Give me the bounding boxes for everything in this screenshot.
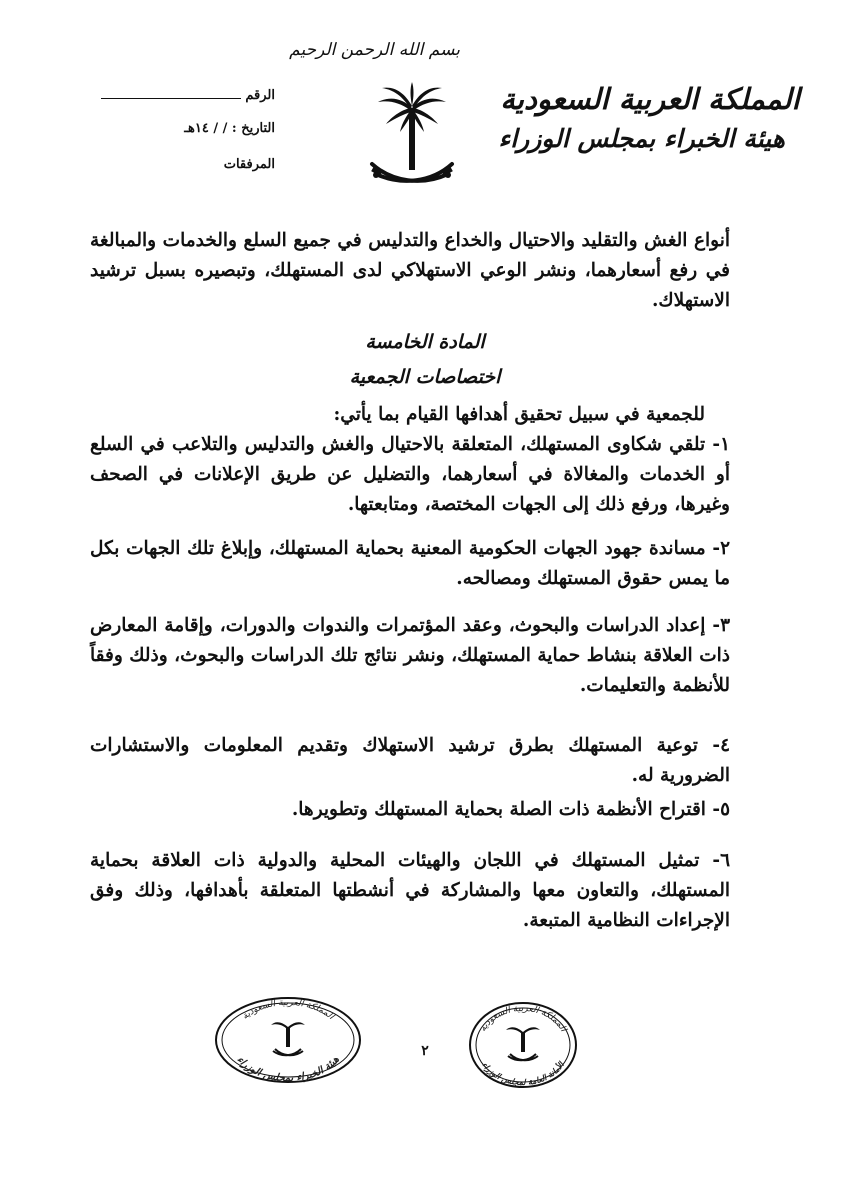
council-name: هيئة الخبراء بمجلس الوزراء [498, 124, 785, 153]
number-line [101, 88, 241, 99]
palm-swords-emblem-icon [362, 78, 462, 196]
seal-right-top-text: المملكة العربية السعودية [478, 1003, 568, 1034]
list-item-1: ١- تلقي شكاوى المستهلك، المتعلقة بالاحتيال والغش والتدليس والتلاعب في السلع أو الخدمات والمغالاة في أسعارهما، والتضليل عن طريق الإعلانات في الصحف وغيرها، ورفع ذلك إلى الجهات المختصة، ومتابعتها. [90, 434, 730, 515]
number-field [101, 88, 275, 103]
list-item-2: ٢- مساندة جهود الجهات الحكومية المعنية بحماية المستهلك، وإبلاغ تلك الجهات بكل ما يمس حقوق المستهلك ومصالحه. [90, 538, 730, 589]
list-item-6: ٦- تمثيل المستهلك في اللجان والهيئات المحلية والدولية ذات العلاقة بحماية المستهلك، والتعاون معها والمشاركة في أنشطتها المتعلقة بأهدافها، وذلك وفق الإجراءات النظامية المتبعة. [90, 850, 730, 931]
seal-left-emblem-icon [271, 1022, 305, 1055]
list-item-3: ٣- إعداد الدراسات والبحوث، وعقد المؤتمرات والندوات والدورات، وإقامة المعارض ذات العلاقة بنشاط حماية المستهلك، ونشر نتائج تلك الدراسات والبحوث، وذلك وفقاً للأنظمة والتعليمات. [90, 615, 730, 696]
intro-paragraph: أنواع الغش والتقليد والاحتيال والخداع والتدليس في جميع السلع والخدمات والمبالغة في رفع أسعارهما، ونشر الوعي الاستهلاكي لدى المستهلك، وتبصيره بسبل ترشيد الاستهلاك. [90, 230, 730, 311]
cabinet-seal-right [467, 1000, 579, 1090]
attachments-field [224, 157, 275, 172]
seal-left-bottom-text: هيئة الخبراء بمجلس الوزراء [234, 1054, 342, 1085]
basmala: بسم الله الرحمن الرحيم [289, 40, 460, 60]
seal-right-bottom-text: الأمانة العامة لمجلس الوزراء [480, 1059, 566, 1088]
page-number: ٢ [421, 1043, 429, 1059]
seal-left-top-text: المملكة العربية السعودية [240, 997, 336, 1022]
council-seal-left [213, 995, 363, 1085]
article-title: المادة الخامسة [365, 331, 485, 353]
date-value: : / / ١٤هـ [184, 121, 237, 136]
kingdom-name: المملكة العربية السعودية [500, 82, 800, 116]
date-label: التاريخ [241, 121, 275, 136]
section-title: اختصاصات الجمعية [349, 366, 501, 388]
list-item-4: ٤- توعية المستهلك بطرق ترشيد الاستهلاك وتقديم المعلومات والاستشارات الضرورية له. [90, 735, 730, 786]
list-item-5: ٥- اقتراح الأنظمة ذات الصلة بحماية المستهلك وتطويرها. [291, 799, 730, 820]
number-label: الرقم [245, 88, 275, 103]
attachments-label: المرفقات [223, 157, 275, 172]
seal-right-emblem-icon [506, 1027, 540, 1060]
lead-sentence: للجمعية في سبيل تحقيق أهدافها القيام بما يأتي: [333, 404, 705, 425]
date-field [184, 121, 275, 136]
